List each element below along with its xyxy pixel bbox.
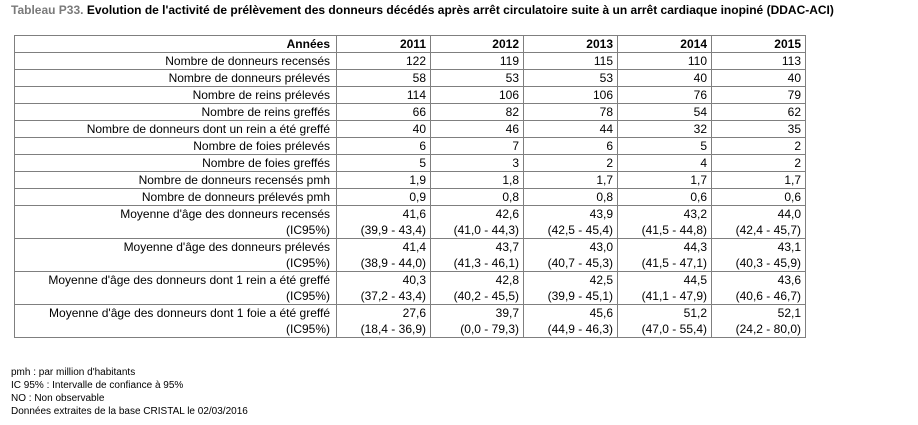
cell-value: 78	[524, 104, 618, 121]
cell-value: 106	[524, 87, 618, 104]
cell-ci: (40,2 - 45,5)	[453, 289, 519, 303]
row-label-sub: (IC95%)	[285, 223, 330, 237]
cell-value	[337, 272, 431, 305]
row-label: Nombre de foies prélevés	[15, 138, 337, 155]
cell-value: 40	[712, 70, 806, 87]
cell-value: 82	[431, 104, 524, 121]
row-label-sub: (IC95%)	[285, 289, 330, 303]
cell-ci: (40,7 - 45,3)	[547, 256, 613, 270]
cell-value	[712, 239, 806, 272]
cell-value	[712, 272, 806, 305]
cell-value: 5	[337, 155, 431, 172]
cell-value	[337, 239, 431, 272]
table-row-age	[15, 206, 806, 239]
row-label	[15, 272, 337, 305]
cell-value: 113	[712, 53, 806, 70]
cell-value: 7	[431, 138, 524, 155]
cell-value: 0,8	[431, 189, 524, 206]
row-label-sub: (IC95%)	[285, 256, 330, 270]
table-row	[15, 172, 806, 189]
cell-value: 40	[337, 121, 431, 138]
cell-mean: 41,6	[402, 207, 426, 221]
cell-value: 76	[618, 87, 712, 104]
row-label: Nombre de reins prélevés	[15, 87, 337, 104]
cell-ci: (39,9 - 45,1)	[547, 289, 613, 303]
footnote-line: NO : Non observable	[11, 393, 105, 404]
cell-ci: (0,0 - 79,3)	[460, 322, 519, 336]
cell-value: 62	[712, 104, 806, 121]
cell-value: 79	[712, 87, 806, 104]
cell-value: 2	[712, 155, 806, 172]
row-label	[15, 305, 337, 338]
cell-value: 110	[618, 53, 712, 70]
cell-value: 1,9	[337, 172, 431, 189]
cell-ci: (39,9 - 43,4)	[360, 223, 426, 237]
cell-value: 53	[431, 70, 524, 87]
cell-ci: (47,0 - 55,4)	[641, 322, 707, 336]
cell-value	[431, 239, 524, 272]
cell-ci: (44,9 - 46,3)	[547, 322, 613, 336]
cell-value	[337, 305, 431, 338]
cell-mean: 45,6	[589, 306, 613, 320]
header-year: 2015	[712, 36, 806, 53]
row-label-main: Moyenne d'âge des donneurs dont 1 foie a été greffé	[49, 306, 330, 320]
cell-ci: (41,5 - 47,1)	[641, 256, 707, 270]
footnote-line: Données extraites de la base CRISTAL le 02/03/2016	[11, 406, 248, 417]
row-label: Nombre de donneurs prélevés	[15, 70, 337, 87]
cell-ci: (41,5 - 44,8)	[641, 223, 707, 237]
table-title	[11, 3, 834, 17]
cell-ci: (41,3 - 46,1)	[453, 256, 519, 270]
cell-value: 4	[618, 155, 712, 172]
cell-value	[524, 239, 618, 272]
cell-value: 58	[337, 70, 431, 87]
table-row	[15, 70, 806, 87]
table-row	[15, 121, 806, 138]
footnotes	[11, 366, 248, 418]
table-row-age	[15, 272, 806, 305]
cell-mean: 40,3	[402, 273, 426, 287]
cell-value: 32	[618, 121, 712, 138]
cell-mean: 43,1	[777, 240, 801, 254]
table-row	[15, 53, 806, 70]
cell-value: 5	[618, 138, 712, 155]
row-label: Nombre de donneurs dont un rein a été greffé	[15, 121, 337, 138]
row-label: Nombre de reins greffés	[15, 104, 337, 121]
table-code: Tableau P33.	[11, 3, 84, 17]
cell-ci: (24,2 - 80,0)	[735, 322, 801, 336]
row-label	[15, 239, 337, 272]
row-label-main: Moyenne d'âge des donneurs dont 1 rein a été greffé	[48, 273, 330, 287]
cell-value: 2	[712, 138, 806, 155]
cell-ci: (37,2 - 43,4)	[360, 289, 426, 303]
cell-mean: 42,8	[495, 273, 519, 287]
table-caption: Evolution de l'activité de prélèvement des donneurs décédés après arrêt circulatoire suite à un arrêt cardiaque inopiné (DDAC-ACI)	[86, 3, 834, 17]
row-label-sub: (IC95%)	[285, 322, 330, 336]
row-label: Nombre de donneurs recensés	[15, 53, 337, 70]
cell-value	[431, 305, 524, 338]
cell-value	[431, 206, 524, 239]
cell-value	[618, 239, 712, 272]
header-year: 2011	[337, 36, 431, 53]
cell-mean: 42,5	[589, 273, 613, 287]
cell-value	[524, 305, 618, 338]
cell-value: 6	[524, 138, 618, 155]
table-row	[15, 104, 806, 121]
cell-value: 46	[431, 121, 524, 138]
row-label: Nombre de donneurs recensés pmh	[15, 172, 337, 189]
cell-value: 1,7	[524, 172, 618, 189]
cell-ci: (40,3 - 45,9)	[735, 256, 801, 270]
cell-value: 0,8	[524, 189, 618, 206]
cell-value: 106	[431, 87, 524, 104]
header-year: 2013	[524, 36, 618, 53]
cell-value: 2	[524, 155, 618, 172]
cell-value	[431, 272, 524, 305]
table-row	[15, 155, 806, 172]
cell-value: 3	[431, 155, 524, 172]
cell-value: 1,8	[431, 172, 524, 189]
footnote-line: pmh : par million d'habitants	[11, 367, 136, 378]
table-row-age	[15, 305, 806, 338]
header-year: 2012	[431, 36, 524, 53]
cell-value: 0,6	[712, 189, 806, 206]
cell-value: 122	[337, 53, 431, 70]
cell-mean: 42,6	[495, 207, 519, 221]
cell-value	[618, 305, 712, 338]
header-year: 2014	[618, 36, 712, 53]
cell-value: 53	[524, 70, 618, 87]
cell-value: 54	[618, 104, 712, 121]
table-row	[15, 87, 806, 104]
cell-mean: 39,7	[495, 306, 519, 320]
header-label: Années	[15, 36, 337, 53]
cell-value	[337, 206, 431, 239]
row-label: Nombre de donneurs prélevés pmh	[15, 189, 337, 206]
cell-value	[712, 206, 806, 239]
cell-mean: 44,0	[777, 207, 801, 221]
row-label-main: Moyenne d'âge des donneurs prélevés	[123, 240, 330, 254]
header-row	[15, 36, 806, 53]
cell-value	[618, 206, 712, 239]
cell-value: 44	[524, 121, 618, 138]
table-row-age	[15, 239, 806, 272]
row-label	[15, 206, 337, 239]
cell-ci: (42,4 - 45,7)	[735, 223, 801, 237]
cell-value: 1,7	[618, 172, 712, 189]
row-label-main: Moyenne d'âge des donneurs recensés	[120, 207, 330, 221]
footnote-line: IC 95% : Intervalle de confiance à 95%	[11, 380, 184, 391]
row-label: Nombre de foies greffés	[15, 155, 337, 172]
cell-value: 114	[337, 87, 431, 104]
cell-ci: (18,4 - 36,9)	[360, 322, 426, 336]
cell-mean: 43,2	[683, 207, 707, 221]
cell-value: 1,7	[712, 172, 806, 189]
cell-ci: (41,1 - 47,9)	[641, 289, 707, 303]
cell-value: 6	[337, 138, 431, 155]
cell-ci: (42,5 - 45,4)	[547, 223, 613, 237]
cell-mean: 51,2	[683, 306, 707, 320]
table-row	[15, 189, 806, 206]
cell-value: 119	[431, 53, 524, 70]
cell-value	[618, 272, 712, 305]
cell-value	[524, 206, 618, 239]
cell-mean: 43,9	[589, 207, 613, 221]
cell-value: 115	[524, 53, 618, 70]
cell-mean: 43,7	[495, 240, 519, 254]
cell-ci: (38,9 - 44,0)	[360, 256, 426, 270]
cell-value: 40	[618, 70, 712, 87]
cell-mean: 52,1	[777, 306, 801, 320]
cell-mean: 43,0	[589, 240, 613, 254]
cell-value	[524, 272, 618, 305]
cell-value	[712, 305, 806, 338]
cell-value: 66	[337, 104, 431, 121]
cell-ci: (41,0 - 44,3)	[453, 223, 519, 237]
cell-ci: (40,6 - 46,7)	[735, 289, 801, 303]
cell-mean: 44,5	[683, 273, 707, 287]
cell-value: 0,6	[618, 189, 712, 206]
cell-mean: 27,6	[402, 306, 426, 320]
cell-value: 35	[712, 121, 806, 138]
cell-mean: 43,6	[777, 273, 801, 287]
cell-mean: 44,3	[683, 240, 707, 254]
data-table	[14, 35, 806, 338]
cell-mean: 41,4	[402, 240, 426, 254]
table-row	[15, 138, 806, 155]
cell-value: 0,9	[337, 189, 431, 206]
